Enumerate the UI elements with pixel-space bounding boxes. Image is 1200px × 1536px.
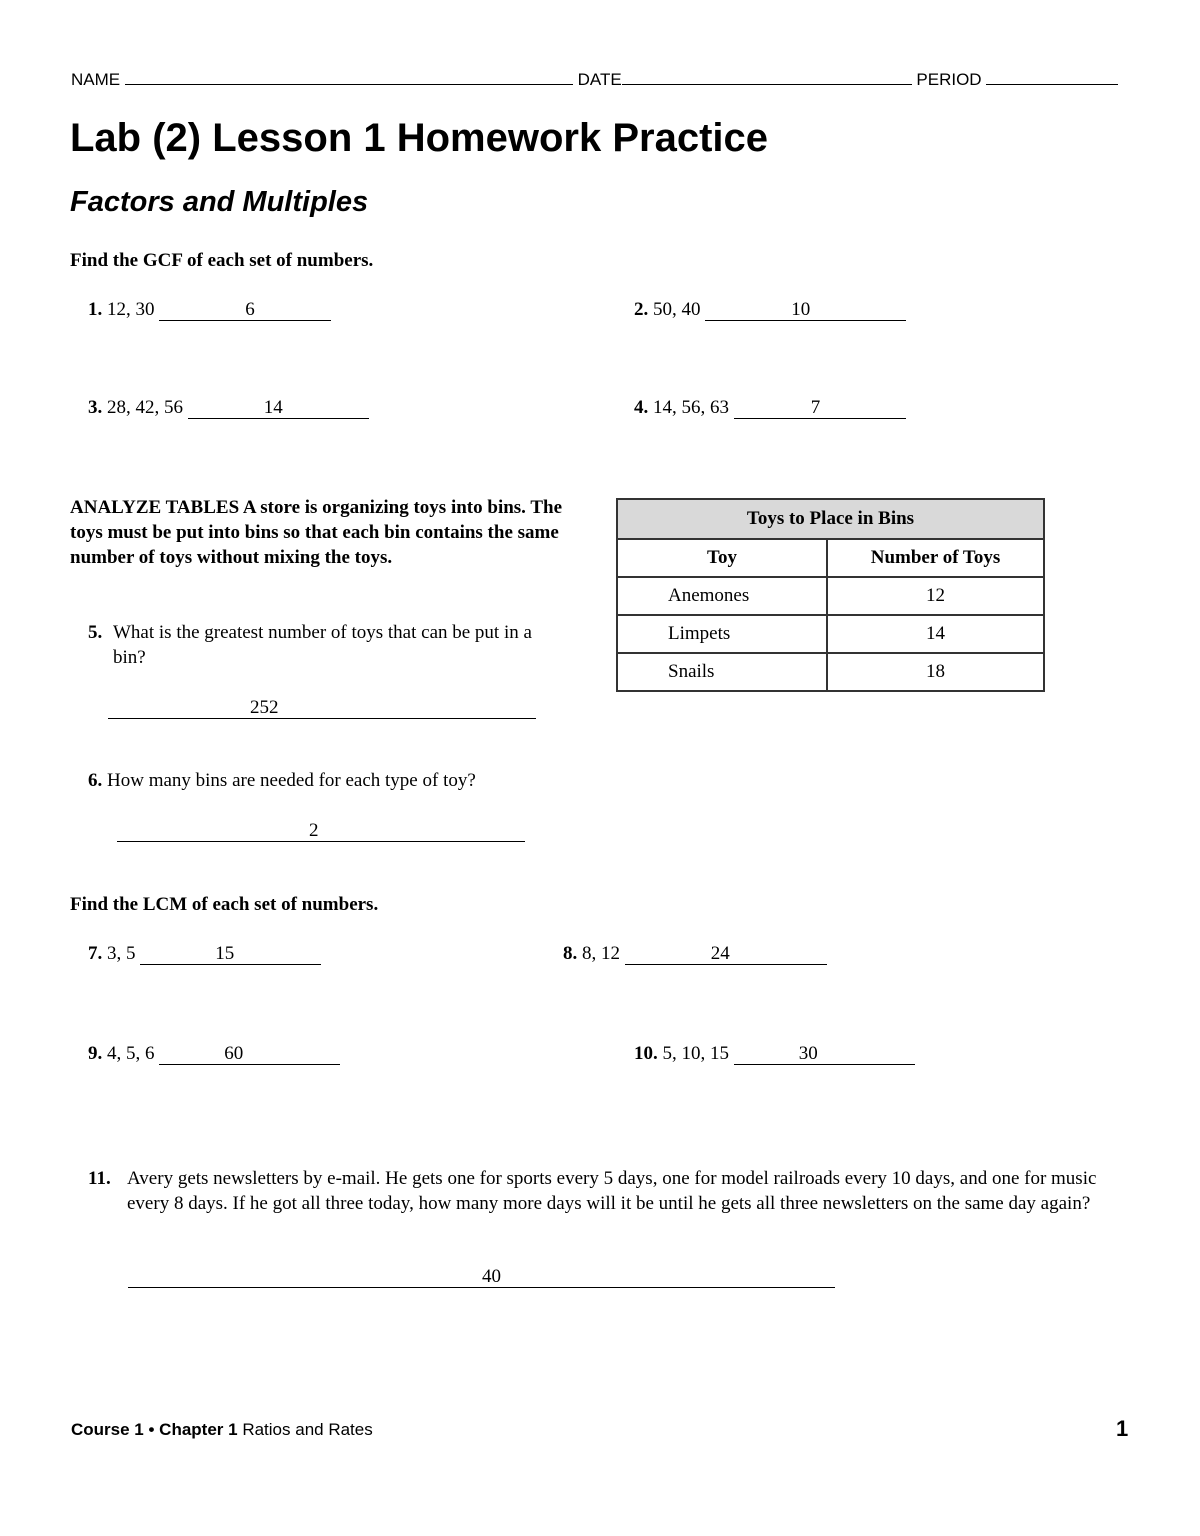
problem-4 (634, 397, 906, 419)
toy-count: 12 (827, 577, 1044, 615)
problem-numbers: 4, 5, 6 (107, 1043, 155, 1064)
problem-3 (88, 397, 369, 419)
problem-9 (88, 1043, 340, 1065)
answer-value: 15 (215, 943, 235, 964)
name-field[interactable] (125, 70, 573, 85)
answer-value: 2 (309, 820, 319, 841)
answer-value: 40 (482, 1266, 501, 1287)
problem-numbers: 5, 10, 15 (662, 1043, 729, 1064)
toys-table (616, 498, 1045, 692)
date-label: DATE (577, 70, 622, 89)
answer-line[interactable] (734, 1044, 915, 1065)
answer-line[interactable] (625, 944, 827, 965)
table-caption: Toys to Place in Bins (617, 499, 1044, 539)
problem-2 (634, 299, 906, 321)
question-text: Avery gets newsletters by e-mail. He gets one for sports every 5 days, one for model railroads every 10 days, and one for music every 8 days. If he got all three today, how many more days will it be until he gets all three newsletters on the same day again? (127, 1168, 1097, 1214)
toy-name: Snails (617, 653, 827, 691)
answer-value: 30 (798, 1043, 818, 1064)
problem-number: 2. (634, 299, 649, 320)
toy-count: 18 (827, 653, 1044, 691)
footer-chapter: Chapter 1 (159, 1420, 238, 1439)
question-number: 6. (88, 770, 103, 791)
problem-1 (88, 299, 331, 321)
period-field[interactable] (986, 70, 1118, 85)
problem-numbers: 8, 12 (582, 943, 620, 964)
problem-7 (88, 943, 321, 965)
gcf-instruction: Find the GCF of each set of numbers. (70, 250, 374, 271)
answer-value: 24 (710, 943, 730, 964)
footer-chapter-title: Ratios and Rates (242, 1420, 373, 1439)
problem-number: 8. (563, 943, 578, 964)
answer-value: 10 (791, 299, 811, 320)
answer-value: 14 (263, 397, 283, 418)
toy-name: Limpets (617, 615, 827, 653)
problem-number: 10. (634, 1043, 658, 1064)
question-5 (88, 620, 558, 670)
problem-numbers: 12, 30 (107, 299, 155, 320)
answer-value: 6 (245, 299, 255, 320)
lcm-instruction: Find the LCM of each set of numbers. (70, 894, 379, 915)
page-footer (71, 1420, 373, 1440)
question-text: What is the greatest number of toys that can be put in a bin? (113, 622, 532, 668)
student-info-line (71, 70, 1118, 90)
question-text: How many bins are needed for each type of toy? (107, 770, 476, 791)
name-label: NAME (71, 70, 121, 89)
answer-value: 7 (810, 397, 821, 418)
problem-numbers: 28, 42, 56 (107, 397, 183, 418)
question-number: 5. (88, 622, 103, 643)
page-number: 1 (1116, 1416, 1129, 1441)
problem-number: 4. (634, 397, 649, 418)
question-11-answer[interactable] (128, 1266, 835, 1288)
answer-line[interactable] (734, 398, 907, 419)
page-title: Lab (2) Lesson 1 Homework Practice (70, 116, 769, 160)
problem-numbers: 50, 40 (653, 299, 701, 320)
question-5-answer[interactable] (108, 697, 536, 719)
question-6-answer[interactable] (117, 820, 525, 842)
footer-bullet: • (148, 1420, 155, 1439)
problem-number: 3. (88, 397, 103, 418)
question-6 (88, 768, 476, 793)
answer-line[interactable] (159, 300, 331, 321)
footer-course: Course 1 (71, 1420, 144, 1439)
table-row (617, 653, 1044, 691)
problem-8 (563, 943, 827, 965)
answer-line[interactable] (188, 398, 369, 419)
table-header-count: Number of Toys (827, 539, 1044, 577)
problem-numbers: 3, 5 (107, 943, 136, 964)
toy-count: 14 (827, 615, 1044, 653)
problem-number: 7. (88, 943, 103, 964)
date-field[interactable] (622, 70, 912, 85)
answer-value: 60 (224, 1043, 244, 1064)
problem-number: 1. (88, 299, 103, 320)
answer-line[interactable] (140, 944, 321, 965)
problem-10 (634, 1043, 915, 1065)
problem-number: 9. (88, 1043, 103, 1064)
toy-name: Anemones (617, 577, 827, 615)
answer-line[interactable] (705, 300, 906, 321)
problem-numbers: 14, 56, 63 (653, 397, 729, 418)
question-11 (88, 1166, 1118, 1216)
table-row (617, 615, 1044, 653)
page-subtitle: Factors and Multiples (70, 186, 369, 218)
period-label: PERIOD (916, 70, 982, 89)
answer-value: 252 (250, 697, 279, 718)
table-header-toy: Toy (617, 539, 827, 577)
table-row (617, 577, 1044, 615)
question-number: 11. (88, 1168, 111, 1189)
answer-line[interactable] (159, 1044, 340, 1065)
analyze-tables-prompt: ANALYZE TABLES A store is organizing toys into bins. The toys must be put into bins so that each bin contains the same number of toys without mixing the toys. (70, 497, 563, 568)
